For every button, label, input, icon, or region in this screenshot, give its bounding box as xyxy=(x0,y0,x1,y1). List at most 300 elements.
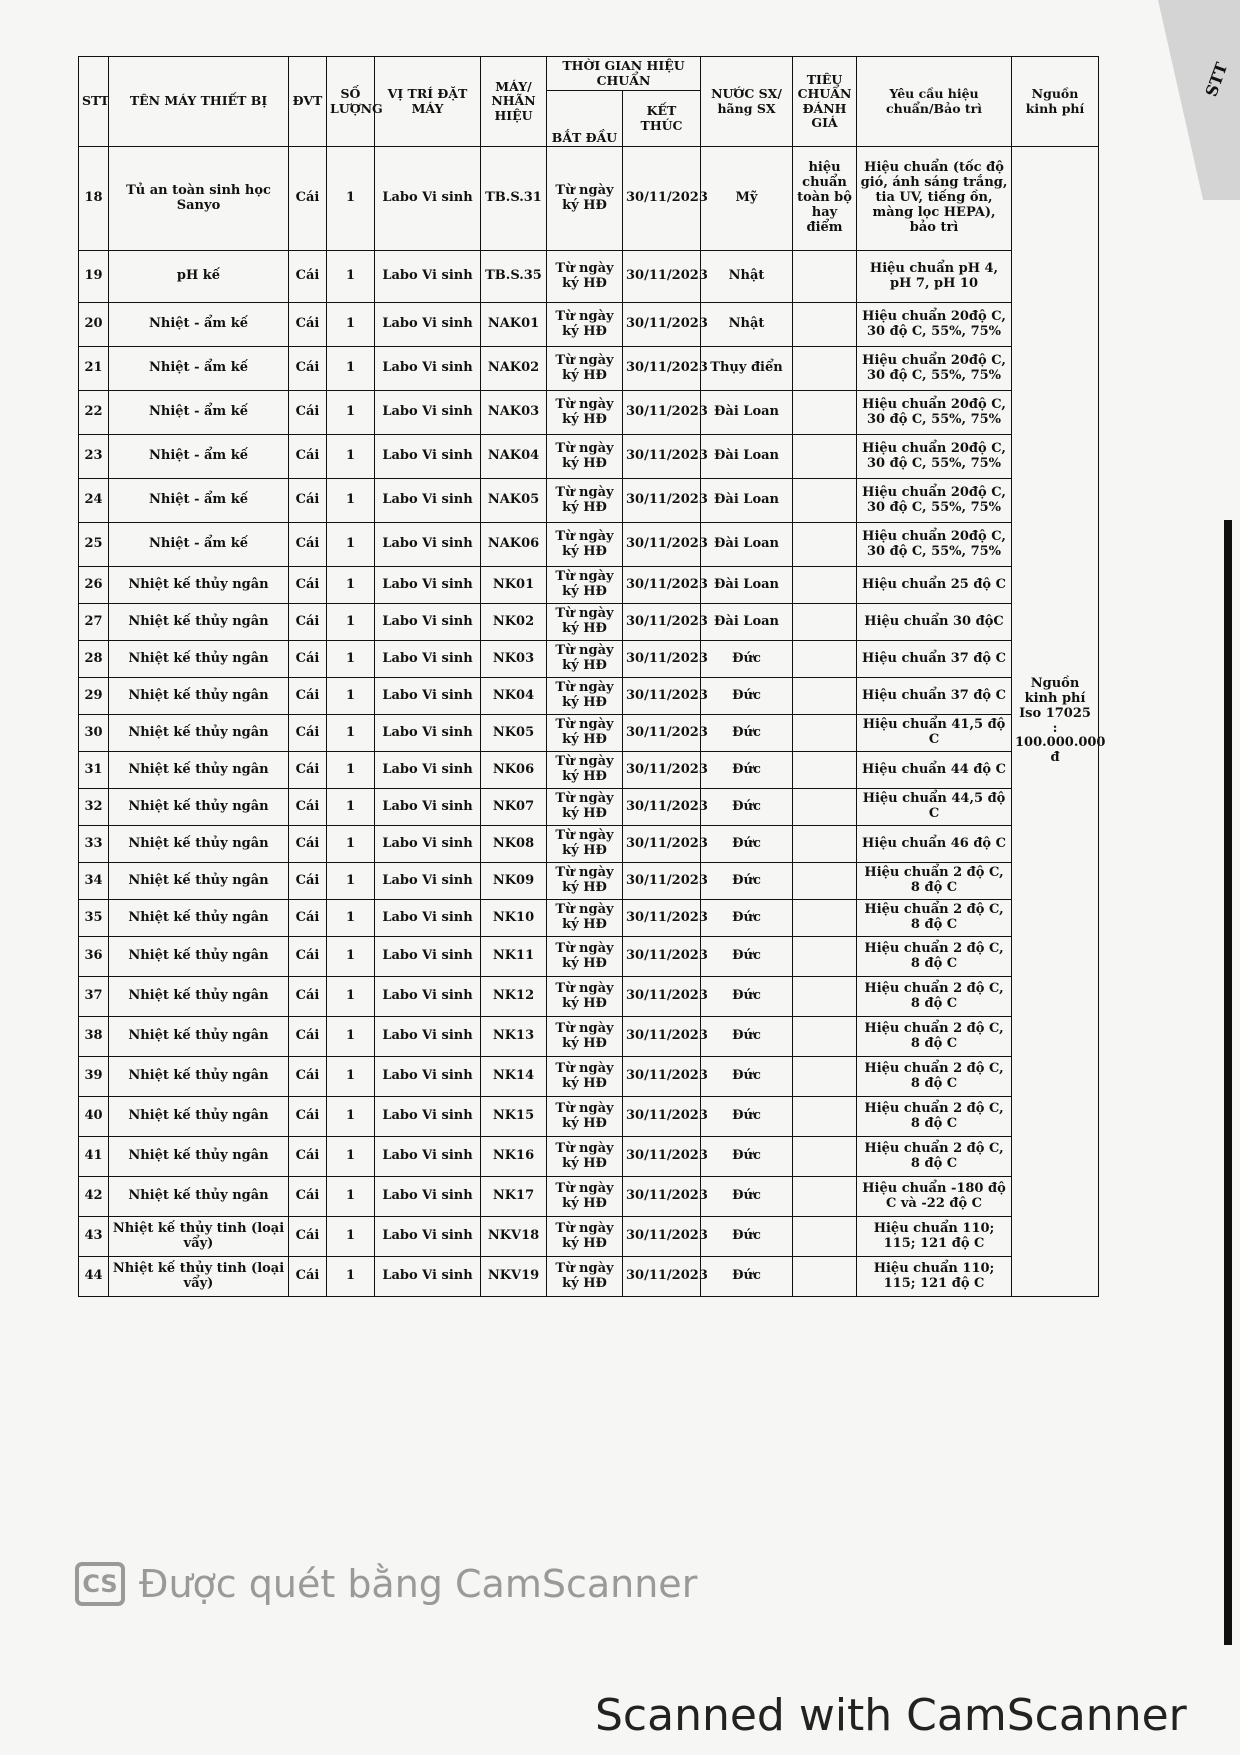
cell-name: Nhiệt - ẩm kế xyxy=(109,347,289,391)
cell-end: 30/11/2023 xyxy=(623,1217,701,1257)
cell-country: Đài Loan xyxy=(701,604,793,641)
cell-model: NAK01 xyxy=(481,303,547,347)
cell-unit: Cái xyxy=(289,435,327,479)
cell-qty: 1 xyxy=(327,1057,375,1097)
table-row xyxy=(79,303,1099,347)
cell-unit: Cái xyxy=(289,678,327,715)
cell-model: NK11 xyxy=(481,937,547,977)
cell-standard xyxy=(793,1057,857,1097)
cell-requirement: Hiệu chuẩn 20độ C, 30 độ C, 55%, 75% xyxy=(857,347,1012,391)
cell-requirement: Hiệu chuẩn pH 4, pH 7, pH 10 xyxy=(857,251,1012,303)
cell-start: Từ ngày ký HĐ xyxy=(547,789,623,826)
cell-country: Đức xyxy=(701,826,793,863)
table-row xyxy=(79,567,1099,604)
cell-country: Đài Loan xyxy=(701,567,793,604)
footer-scanned-with: Scanned with CamScanner xyxy=(595,1690,1187,1741)
cell-country: Đài Loan xyxy=(701,391,793,435)
cell-name: Nhiệt kế thủy ngân xyxy=(109,977,289,1017)
cell-standard xyxy=(793,604,857,641)
cell-unit: Cái xyxy=(289,937,327,977)
cell-name: Nhiệt - ẩm kế xyxy=(109,303,289,347)
cell-standard xyxy=(793,900,857,937)
cell-name: Nhiệt kế thủy ngân xyxy=(109,1177,289,1217)
cell-funding: Nguồn kinh phí Iso 17025 : 100.000.000 đ xyxy=(1012,147,1099,1297)
cell-country: Đức xyxy=(701,977,793,1017)
cell-stt: 20 xyxy=(79,303,109,347)
cell-name: Nhiệt kế thủy ngân xyxy=(109,641,289,678)
cell-name: pH kế xyxy=(109,251,289,303)
cell-qty: 1 xyxy=(327,641,375,678)
cell-country: Thụy điển xyxy=(701,347,793,391)
cell-stt: 28 xyxy=(79,641,109,678)
cell-requirement: Hiệu chuẩn 46 độ C xyxy=(857,826,1012,863)
cell-end: 30/11/2023 xyxy=(623,1177,701,1217)
cell-model: NAK02 xyxy=(481,347,547,391)
cell-location: Labo Vi sinh xyxy=(375,641,481,678)
cell-requirement: Hiệu chuẩn 20độ C, 30 độ C, 55%, 75% xyxy=(857,303,1012,347)
cell-end: 30/11/2023 xyxy=(623,1057,701,1097)
cell-country: Đức xyxy=(701,678,793,715)
cell-qty: 1 xyxy=(327,147,375,251)
cell-requirement: Hiệu chuẩn 2 độ C, 8 độ C xyxy=(857,1057,1012,1097)
cell-stt: 39 xyxy=(79,1057,109,1097)
cell-name: Nhiệt kế thủy ngân xyxy=(109,937,289,977)
cell-start: Từ ngày ký HĐ xyxy=(547,604,623,641)
cell-requirement: Hiệu chuẩn 2 độ C, 8 độ C xyxy=(857,1137,1012,1177)
cell-end: 30/11/2023 xyxy=(623,715,701,752)
cell-standard xyxy=(793,523,857,567)
cell-start: Từ ngày ký HĐ xyxy=(547,347,623,391)
cell-requirement: Hiệu chuẩn 20độ C, 30 độ C, 55%, 75% xyxy=(857,523,1012,567)
cell-unit: Cái xyxy=(289,863,327,900)
cell-location: Labo Vi sinh xyxy=(375,523,481,567)
cell-start: Từ ngày ký HĐ xyxy=(547,715,623,752)
cell-country: Đức xyxy=(701,1097,793,1137)
cell-name: Nhiệt - ẩm kế xyxy=(109,391,289,435)
cell-model: NK01 xyxy=(481,567,547,604)
header-period: THỜI GIAN HIỆU CHUẨN xyxy=(547,57,701,91)
cell-standard xyxy=(793,303,857,347)
table-row xyxy=(79,1177,1099,1217)
page-edge-line xyxy=(1224,520,1232,1645)
cell-name: Nhiệt - ẩm kế xyxy=(109,523,289,567)
cell-name: Nhiệt - ẩm kế xyxy=(109,435,289,479)
cell-qty: 1 xyxy=(327,435,375,479)
cell-qty: 1 xyxy=(327,1217,375,1257)
cell-qty: 1 xyxy=(327,1137,375,1177)
cell-requirement: Hiệu chuẩn 2 độ C, 8 độ C xyxy=(857,1017,1012,1057)
cell-name: Nhiệt kế thủy ngân xyxy=(109,826,289,863)
cell-unit: Cái xyxy=(289,1137,327,1177)
cell-start: Từ ngày ký HĐ xyxy=(547,900,623,937)
cell-stt: 36 xyxy=(79,937,109,977)
cell-model: NKV18 xyxy=(481,1217,547,1257)
cell-standard xyxy=(793,347,857,391)
cell-requirement: Hiệu chuẩn 25 độ C xyxy=(857,567,1012,604)
cell-start: Từ ngày ký HĐ xyxy=(547,1217,623,1257)
cell-location: Labo Vi sinh xyxy=(375,303,481,347)
cell-unit: Cái xyxy=(289,1057,327,1097)
table-row xyxy=(79,1217,1099,1257)
cell-country: Đức xyxy=(701,752,793,789)
cell-start: Từ ngày ký HĐ xyxy=(547,391,623,435)
cell-end: 30/11/2023 xyxy=(623,752,701,789)
cell-name: Nhiệt kế thủy ngân xyxy=(109,604,289,641)
cell-qty: 1 xyxy=(327,251,375,303)
cell-country: Đức xyxy=(701,1257,793,1297)
cell-location: Labo Vi sinh xyxy=(375,567,481,604)
camscanner-logo-icon: CS xyxy=(75,1562,125,1606)
table-body xyxy=(79,147,1106,1297)
cell-country: Nhật xyxy=(701,303,793,347)
cell-requirement: Hiệu chuẩn -180 độ C và -22 độ C xyxy=(857,1177,1012,1217)
adjacent-page-label: STT xyxy=(1201,59,1232,100)
cell-requirement: Hiệu chuẩn (tốc độ gió, ánh sáng trắng, tia UV, tiếng ồn, màng lọc HEPA), bảo trì xyxy=(857,147,1012,251)
cell-qty: 1 xyxy=(327,347,375,391)
table-row xyxy=(79,435,1099,479)
cell-location: Labo Vi sinh xyxy=(375,479,481,523)
cell-model: NAK05 xyxy=(481,479,547,523)
cell-unit: Cái xyxy=(289,1257,327,1297)
header-standard: TIÊU CHUẨN ĐÁNH GIÁ xyxy=(793,57,857,147)
cell-country: Đức xyxy=(701,900,793,937)
cell-start: Từ ngày ký HĐ xyxy=(547,1257,623,1297)
cell-qty: 1 xyxy=(327,826,375,863)
cell-start: Từ ngày ký HĐ xyxy=(547,863,623,900)
camscanner-watermark xyxy=(75,1562,697,1606)
cell-location: Labo Vi sinh xyxy=(375,826,481,863)
cell-qty: 1 xyxy=(327,567,375,604)
cell-country: Đức xyxy=(701,789,793,826)
cell-requirement: Hiệu chuẩn 2 độ C, 8 độ C xyxy=(857,977,1012,1017)
cell-unit: Cái xyxy=(289,479,327,523)
cell-name: Nhiệt kế thủy ngân xyxy=(109,1137,289,1177)
cell-start: Từ ngày ký HĐ xyxy=(547,1057,623,1097)
table-row xyxy=(79,604,1099,641)
table-row xyxy=(79,347,1099,391)
cell-end: 30/11/2023 xyxy=(623,303,701,347)
cell-qty: 1 xyxy=(327,1257,375,1297)
cell-requirement: Hiệu chuẩn 2 độ C, 8 độ C xyxy=(857,937,1012,977)
cell-stt: 37 xyxy=(79,977,109,1017)
cell-location: Labo Vi sinh xyxy=(375,937,481,977)
cell-location: Labo Vi sinh xyxy=(375,1217,481,1257)
cell-model: NK03 xyxy=(481,641,547,678)
cell-stt: 18 xyxy=(79,147,109,251)
cell-start: Từ ngày ký HĐ xyxy=(547,641,623,678)
cell-requirement: Hiệu chuẩn 2 độ C, 8 độ C xyxy=(857,1097,1012,1137)
table-row xyxy=(79,1137,1099,1177)
cell-qty: 1 xyxy=(327,752,375,789)
cell-standard xyxy=(793,715,857,752)
cell-unit: Cái xyxy=(289,567,327,604)
cell-country: Đức xyxy=(701,641,793,678)
cell-model: NK09 xyxy=(481,863,547,900)
cell-model: NAK03 xyxy=(481,391,547,435)
cell-qty: 1 xyxy=(327,678,375,715)
cell-unit: Cái xyxy=(289,303,327,347)
cell-model: NK06 xyxy=(481,752,547,789)
cell-requirement: Hiệu chuẩn 20độ C, 30 độ C, 55%, 75% xyxy=(857,479,1012,523)
cell-unit: Cái xyxy=(289,1017,327,1057)
table-row xyxy=(79,977,1099,1017)
cell-end: 30/11/2023 xyxy=(623,1137,701,1177)
header-unit: ĐVT xyxy=(289,57,327,147)
cell-start: Từ ngày ký HĐ xyxy=(547,977,623,1017)
cell-location: Labo Vi sinh xyxy=(375,435,481,479)
cell-country: Đài Loan xyxy=(701,523,793,567)
cell-country: Nhật xyxy=(701,251,793,303)
cell-requirement: Hiệu chuẩn 2 độ C, 8 độ C xyxy=(857,863,1012,900)
cell-standard xyxy=(793,1017,857,1057)
cell-requirement: Hiệu chuẩn 2 độ C, 8 độ C xyxy=(857,900,1012,937)
cell-qty: 1 xyxy=(327,900,375,937)
table-row xyxy=(79,147,1099,251)
header-stt: STT xyxy=(79,57,109,147)
cell-country: Đức xyxy=(701,1137,793,1177)
cell-country: Đức xyxy=(701,1057,793,1097)
cell-end: 30/11/2023 xyxy=(623,977,701,1017)
cell-qty: 1 xyxy=(327,604,375,641)
cell-qty: 1 xyxy=(327,937,375,977)
cell-location: Labo Vi sinh xyxy=(375,863,481,900)
cell-location: Labo Vi sinh xyxy=(375,977,481,1017)
cell-qty: 1 xyxy=(327,1097,375,1137)
cell-requirement: Hiệu chuẩn 110; 115; 121 độ C xyxy=(857,1217,1012,1257)
cell-model: NAK04 xyxy=(481,435,547,479)
cell-country: Đức xyxy=(701,1017,793,1057)
cell-country: Đức xyxy=(701,937,793,977)
cell-stt: 21 xyxy=(79,347,109,391)
cell-end: 30/11/2023 xyxy=(623,789,701,826)
cell-standard xyxy=(793,977,857,1017)
cell-unit: Cái xyxy=(289,1097,327,1137)
cell-qty: 1 xyxy=(327,977,375,1017)
cell-model: NK08 xyxy=(481,826,547,863)
cell-start: Từ ngày ký HĐ xyxy=(547,1097,623,1137)
cell-location: Labo Vi sinh xyxy=(375,251,481,303)
table-row xyxy=(79,641,1099,678)
cell-model: NK16 xyxy=(481,1137,547,1177)
cell-model: NK12 xyxy=(481,977,547,1017)
header-requirement: Yêu cầu hiệu chuẩn/Bảo trì xyxy=(857,57,1012,147)
cell-standard: hiệu chuẩn toàn bộ hay điểm xyxy=(793,147,857,251)
cell-unit: Cái xyxy=(289,826,327,863)
cell-country: Đức xyxy=(701,1217,793,1257)
table-row xyxy=(79,1017,1099,1057)
cell-start: Từ ngày ký HĐ xyxy=(547,826,623,863)
cell-standard xyxy=(793,1257,857,1297)
cell-stt: 27 xyxy=(79,604,109,641)
cell-unit: Cái xyxy=(289,752,327,789)
cell-end: 30/11/2023 xyxy=(623,604,701,641)
cell-requirement: Hiệu chuẩn 20độ C, 30 độ C, 55%, 75% xyxy=(857,391,1012,435)
cell-stt: 40 xyxy=(79,1097,109,1137)
cell-unit: Cái xyxy=(289,251,327,303)
cell-qty: 1 xyxy=(327,391,375,435)
cell-name: Tủ an toàn sinh học Sanyo xyxy=(109,147,289,251)
cell-name: Nhiệt kế thủy ngân xyxy=(109,715,289,752)
cell-unit: Cái xyxy=(289,347,327,391)
cell-model: NK02 xyxy=(481,604,547,641)
cell-qty: 1 xyxy=(327,789,375,826)
table-row xyxy=(79,391,1099,435)
cell-start: Từ ngày ký HĐ xyxy=(547,1137,623,1177)
cell-requirement: Hiệu chuẩn 41,5 độ C xyxy=(857,715,1012,752)
cell-name: Nhiệt kế thủy tinh (loại vẩy) xyxy=(109,1217,289,1257)
cell-start: Từ ngày ký HĐ xyxy=(547,303,623,347)
cell-location: Labo Vi sinh xyxy=(375,752,481,789)
cell-stt: 26 xyxy=(79,567,109,604)
cell-end: 30/11/2023 xyxy=(623,641,701,678)
cell-end: 30/11/2023 xyxy=(623,937,701,977)
equipment-calibration-table xyxy=(78,56,1106,1297)
cell-end: 30/11/2023 xyxy=(623,678,701,715)
cell-qty: 1 xyxy=(327,715,375,752)
table-row xyxy=(79,937,1099,977)
cell-standard xyxy=(793,641,857,678)
cell-stt: 23 xyxy=(79,435,109,479)
table-row xyxy=(79,863,1099,900)
cell-end: 30/11/2023 xyxy=(623,435,701,479)
cell-country: Đài Loan xyxy=(701,435,793,479)
cell-name: Nhiệt kế thủy ngân xyxy=(109,567,289,604)
cell-standard xyxy=(793,826,857,863)
header-model: MÁY/ NHÃN HIỆU xyxy=(481,57,547,147)
cell-start: Từ ngày ký HĐ xyxy=(547,147,623,251)
cell-model: NK13 xyxy=(481,1017,547,1057)
cell-start: Từ ngày ký HĐ xyxy=(547,752,623,789)
cell-end: 30/11/2023 xyxy=(623,863,701,900)
cell-location: Labo Vi sinh xyxy=(375,1017,481,1057)
cell-stt: 22 xyxy=(79,391,109,435)
cell-standard xyxy=(793,479,857,523)
cell-model: NK17 xyxy=(481,1177,547,1217)
cell-name: Nhiệt - ẩm kế xyxy=(109,479,289,523)
cell-location: Labo Vi sinh xyxy=(375,604,481,641)
cell-unit: Cái xyxy=(289,715,327,752)
header-start: BẮT ĐẦU xyxy=(547,91,623,147)
cell-country: Đức xyxy=(701,715,793,752)
cell-model: TB.S.31 xyxy=(481,147,547,251)
cell-standard xyxy=(793,1177,857,1217)
table-row xyxy=(79,523,1099,567)
table-row xyxy=(79,479,1099,523)
cell-unit: Cái xyxy=(289,977,327,1017)
header-country: NƯỚC SX/ hãng SX xyxy=(701,57,793,147)
cell-country: Đức xyxy=(701,863,793,900)
cell-standard xyxy=(793,863,857,900)
cell-requirement: Hiệu chuẩn 37 độ C xyxy=(857,641,1012,678)
cell-location: Labo Vi sinh xyxy=(375,1097,481,1137)
cell-location: Labo Vi sinh xyxy=(375,391,481,435)
cell-requirement: Hiệu chuẩn 37 độ C xyxy=(857,678,1012,715)
cell-stt: 19 xyxy=(79,251,109,303)
header-funding: Nguồn kinh phí xyxy=(1012,57,1099,147)
cell-qty: 1 xyxy=(327,479,375,523)
cell-location: Labo Vi sinh xyxy=(375,1137,481,1177)
header-qty: SỐ LƯỢNG xyxy=(327,57,375,147)
cell-end: 30/11/2023 xyxy=(623,1097,701,1137)
cell-end: 30/11/2023 xyxy=(623,523,701,567)
cell-start: Từ ngày ký HĐ xyxy=(547,435,623,479)
cell-qty: 1 xyxy=(327,1177,375,1217)
cell-model: NK07 xyxy=(481,789,547,826)
cell-start: Từ ngày ký HĐ xyxy=(547,1177,623,1217)
cell-location: Labo Vi sinh xyxy=(375,1057,481,1097)
table-row xyxy=(79,752,1099,789)
table-row xyxy=(79,900,1099,937)
cell-location: Labo Vi sinh xyxy=(375,715,481,752)
table-row xyxy=(79,678,1099,715)
cell-location: Labo Vi sinh xyxy=(375,1177,481,1217)
cell-unit: Cái xyxy=(289,391,327,435)
cell-qty: 1 xyxy=(327,303,375,347)
cell-model: NK05 xyxy=(481,715,547,752)
table-row xyxy=(79,715,1099,752)
watermark-text: Được quét bằng CamScanner xyxy=(139,1562,698,1606)
cell-stt: 29 xyxy=(79,678,109,715)
cell-requirement: Hiệu chuẩn 30 độC xyxy=(857,604,1012,641)
header-location: VỊ TRÍ ĐẶT MÁY xyxy=(375,57,481,147)
cell-start: Từ ngày ký HĐ xyxy=(547,523,623,567)
cell-stt: 42 xyxy=(79,1177,109,1217)
cell-name: Nhiệt kế thủy tinh (loại vẩy) xyxy=(109,1257,289,1297)
cell-requirement: Hiệu chuẩn 20độ C, 30 độ C, 55%, 75% xyxy=(857,435,1012,479)
header-name: TÊN MÁY THIẾT BỊ xyxy=(109,57,289,147)
cell-country: Đài Loan xyxy=(701,479,793,523)
cell-location: Labo Vi sinh xyxy=(375,1257,481,1297)
cell-model: NK10 xyxy=(481,900,547,937)
cell-standard xyxy=(793,789,857,826)
cell-name: Nhiệt kế thủy ngân xyxy=(109,863,289,900)
table-row xyxy=(79,1057,1099,1097)
cell-requirement: Hiệu chuẩn 44 độ C xyxy=(857,752,1012,789)
cell-name: Nhiệt kế thủy ngân xyxy=(109,1097,289,1137)
cell-name: Nhiệt kế thủy ngân xyxy=(109,1057,289,1097)
cell-name: Nhiệt kế thủy ngân xyxy=(109,752,289,789)
cell-unit: Cái xyxy=(289,641,327,678)
cell-model: NK14 xyxy=(481,1057,547,1097)
cell-unit: Cái xyxy=(289,789,327,826)
cell-model: TB.S.35 xyxy=(481,251,547,303)
cell-location: Labo Vi sinh xyxy=(375,900,481,937)
adjacent-page-corner xyxy=(1158,0,1240,200)
header-end: KẾT THÚC xyxy=(623,91,701,147)
cell-stt: 33 xyxy=(79,826,109,863)
cell-standard xyxy=(793,391,857,435)
cell-standard xyxy=(793,937,857,977)
cell-unit: Cái xyxy=(289,1177,327,1217)
cell-end: 30/11/2023 xyxy=(623,147,701,251)
cell-stt: 30 xyxy=(79,715,109,752)
cell-unit: Cái xyxy=(289,1217,327,1257)
cell-model: NKV19 xyxy=(481,1257,547,1297)
cell-name: Nhiệt kế thủy ngân xyxy=(109,789,289,826)
cell-name: Nhiệt kế thủy ngân xyxy=(109,900,289,937)
cell-requirement: Hiệu chuẩn 110; 115; 121 độ C xyxy=(857,1257,1012,1297)
cell-model: NAK06 xyxy=(481,523,547,567)
cell-location: Labo Vi sinh xyxy=(375,347,481,391)
cell-unit: Cái xyxy=(289,523,327,567)
cell-end: 30/11/2023 xyxy=(623,826,701,863)
cell-unit: Cái xyxy=(289,604,327,641)
cell-stt: 25 xyxy=(79,523,109,567)
cell-requirement: Hiệu chuẩn 44,5 độ C xyxy=(857,789,1012,826)
cell-standard xyxy=(793,251,857,303)
cell-stt: 32 xyxy=(79,789,109,826)
cell-name: Nhiệt kế thủy ngân xyxy=(109,1017,289,1057)
